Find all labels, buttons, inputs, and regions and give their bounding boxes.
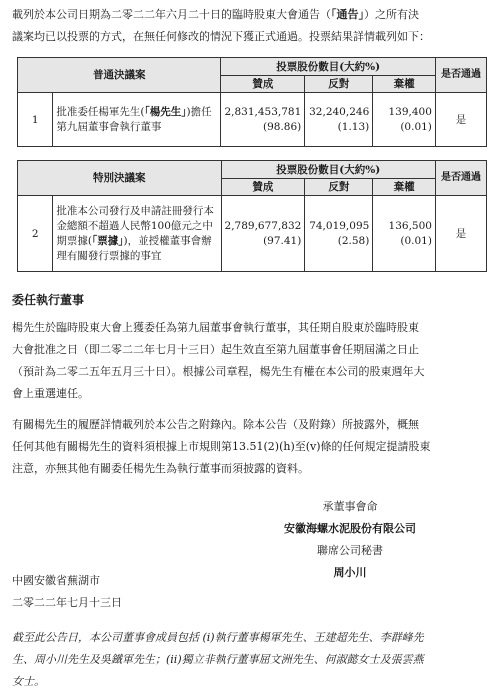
- by-order-line: 承董事會命: [322, 500, 378, 513]
- resolution-text: 批准本公司發行及申請註冊發行本金總額不超過人民幣100億元之中期票據(「票據」)，並授權董事會辦理有關發行票據的事宜: [53, 196, 221, 272]
- passed-value: 是: [435, 196, 486, 272]
- company-name: 安徽海螺水泥股份有限公司: [284, 522, 416, 535]
- table-row: [18, 93, 487, 147]
- section-heading: 委任執行董事: [12, 293, 85, 307]
- against-votes: 74,019,095 (2.58): [305, 196, 373, 272]
- abstain-votes: 139,400 (0.01): [373, 93, 436, 147]
- resolution-number: 1: [18, 93, 53, 147]
- intro-paragraph: [12, 4, 490, 48]
- appointment-paragraph: 楊先生於臨時股東大會上獲委任為第九屆董事會執行董事，其任期自股東於臨時股東 大會批准之日（即二零二二年七月十三日）起生效直至第九屆董事會任期屆滿之日止 （預計為二零二五年五月三十日）。根據公司章程，楊先生有權在本公司的股東週年大 會上重選連任。: [12, 321, 425, 400]
- abstain-votes: 136,500 (0.01): [373, 196, 436, 272]
- date: 二零二二年七月十三日: [12, 596, 122, 609]
- against-header: 反對: [305, 179, 373, 196]
- resolution-text: 批准委任楊軍先生(「楊先生」)擔任第九屆董事會執行董事: [53, 93, 221, 147]
- location-date: [12, 570, 490, 614]
- location: 中國安徽省蕪湖市: [12, 574, 100, 587]
- special-resolution-table: [17, 160, 487, 272]
- intro-line-2: 議案均已以投票的方式，在無任何修改的情況下獲正式通過。投票結果詳情載列如下：: [12, 30, 430, 43]
- special-resolution-title: 特別決議案: [18, 161, 222, 196]
- table-row: [18, 196, 487, 272]
- against-votes: 32,240,246 (1.13): [305, 93, 373, 147]
- for-votes: 2,831,453,781 (98.86): [221, 93, 305, 147]
- signatory-role: 聯席公司秘書: [317, 544, 383, 557]
- votes-header: 投票股份數目(大約%): [221, 161, 435, 179]
- for-header: 贊成: [221, 76, 305, 93]
- intro-line-1: 載列於本公司日期為二零二二年六月二十日的臨時股東大會通告（「通告」）之所有決: [12, 8, 419, 21]
- board-composition-footer: 截至此公告日，本公司董事會成員包括 (i)執行董事楊軍先生、王建超先生、李群峰先 生、周小川先生及吳鐵軍先生；(ii)獨立非執行董事屈文洲先生、何淑懿女士及張雲燕 女士。: [12, 631, 424, 688]
- passed-value: 是: [435, 93, 486, 147]
- biography-paragraph: 有關楊先生的履歷詳情載列於本公告之附錄內。除本公告（及附錄）所披露外，概無 任何其他有關楊先生的資料須根據上市規則第13.51(2)(h)至(v)條的任何規定提請股東 注意，亦無其他有關委任楊先生為執行董事而須披露的資料。: [12, 418, 431, 475]
- ordinary-resolution-title: 普通決議案: [18, 58, 221, 93]
- against-header: 反對: [305, 76, 373, 93]
- ordinary-resolution-table: [17, 57, 487, 147]
- resolution-number: 2: [18, 196, 53, 272]
- notice-term: 「通告」: [331, 8, 364, 21]
- signatory-name: 周小川: [333, 566, 367, 579]
- votes-header: 投票股份數目(大約%): [221, 58, 435, 76]
- passed-header: 是否通過: [435, 58, 486, 93]
- abstain-header: 棄權: [373, 76, 436, 93]
- abstain-header: 棄權: [373, 179, 436, 196]
- passed-header: 是否通過: [435, 161, 486, 196]
- for-header: 贊成: [221, 179, 305, 196]
- for-votes: 2,789,677,832 (97.41): [221, 196, 305, 272]
